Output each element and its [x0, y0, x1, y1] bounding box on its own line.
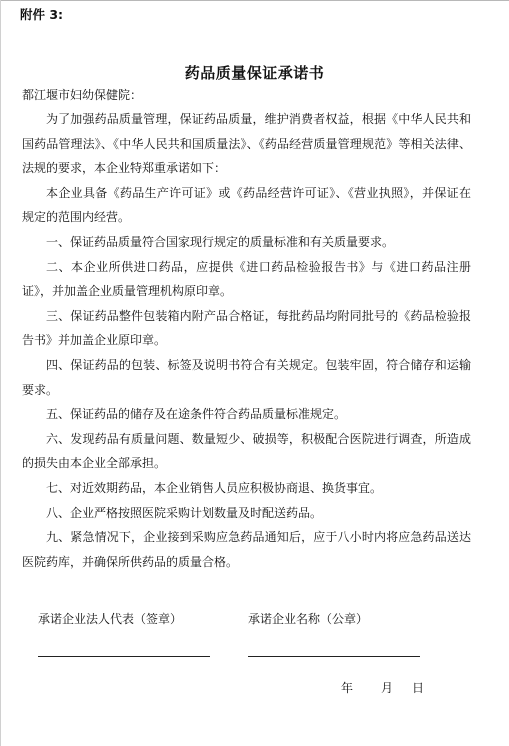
- document-title: 药品质量保证承诺书: [184, 64, 325, 82]
- attachment-label: 附件 3:: [20, 7, 64, 22]
- page-top-border: [0, 0, 509, 1]
- date-year-label: 年: [341, 681, 354, 695]
- commitment-item-1: 一、保证药品质量符合国家现行规定的质量标准和有关质量要求。: [46, 234, 395, 249]
- recipient-line: 都江堰市妇幼保健院：: [22, 88, 143, 102]
- commitment-item-2: 二、本企业所供进口药品，应提供《进口药品检验报告书》与《进口药品注册证》，并加盖企业质量管理机构原印章。: [22, 259, 471, 299]
- commitment-item-5: 五、保证药品的储存及在途条件符合药品质量标准规定。: [46, 407, 347, 422]
- company-seal-line: [248, 656, 420, 657]
- paragraph-qualification: 本企业具备《药品生产许可证》或《药品经营许可证》、《营业执照》，并保证在规定的范围内经营。: [22, 185, 471, 225]
- paragraph-intro: 为了加强药品质量管理，保证药品质量，维护消费者权益，根据《中华人民共和国药品管理法》、《中华人民共和国质量法》、《药品经营质量管理规范》等相关法律、法规的要求，本企业特郑重承诺如下：: [22, 112, 471, 176]
- commitment-item-9: 九、紧急情况下，企业接到采购应急药品通知后，应于八小时内将应急药品送达医院药库，并确保所供药品的质量合格。: [22, 530, 471, 569]
- date-month-label: 月: [381, 681, 394, 695]
- date-day-label: 日: [412, 681, 425, 695]
- commitment-item-7: 七、对近效期药品，本企业销售人员应积极协商退、换货事宜。: [46, 480, 383, 495]
- page-left-border: [0, 0, 1, 746]
- commitment-item-6: 六、发现药品有质量问题、数量短少、破损等，积极配合医院进行调查，所造成的损失由本企业全部承担。: [22, 431, 471, 471]
- commitment-item-4: 四、保证药品的包装、标签及说明书符合有关规定。包装牢固，符合储存和运输要求。: [22, 357, 471, 397]
- commitment-item-8: 八、企业严格按照医院采购计划数量及时配送药品。: [46, 505, 323, 520]
- legal-rep-signature-line: [38, 656, 210, 657]
- commitment-item-3: 三、保证药品整件包装箱内附产品合格证，每批药品均附同批号的《药品检验报告书》并加盖企业原印章。: [22, 308, 471, 348]
- company-seal-label: 承诺企业名称（公章）: [248, 612, 369, 626]
- legal-rep-signature-label: 承诺企业法人代表（签章）: [38, 612, 183, 626]
- document-body: [22, 107, 471, 574]
